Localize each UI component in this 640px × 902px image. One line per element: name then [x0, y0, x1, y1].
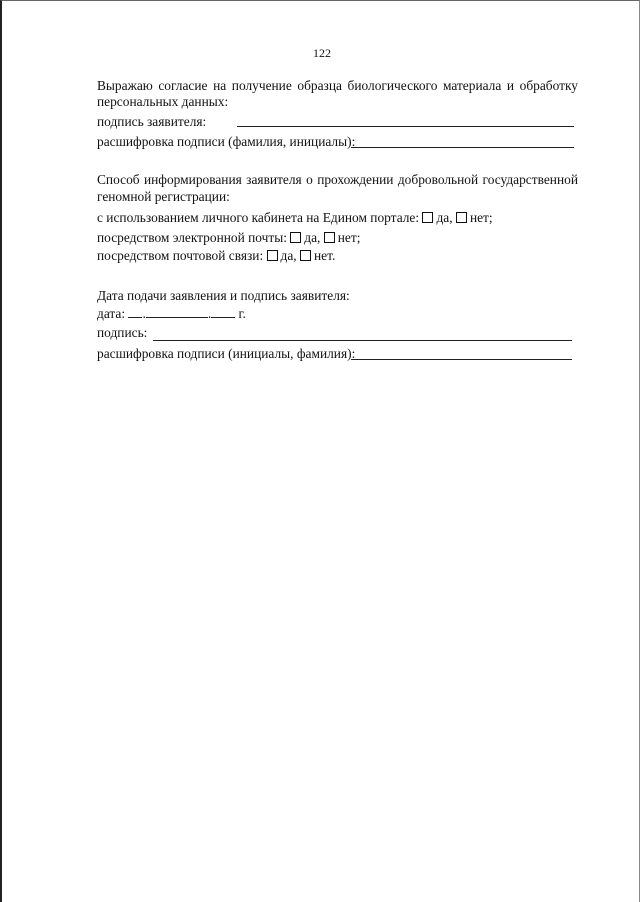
consent-decoding-field[interactable]	[351, 147, 574, 148]
consent-decoding-label: расшифровка подписи (фамилия, инициалы):	[97, 134, 356, 149]
option-email-label: посредством электронной почты:	[97, 230, 287, 245]
info-heading-line1: Способ информирования заявителя о прохождении добровольной государственной	[97, 172, 578, 187]
option-portal	[97, 210, 493, 226]
option-post-no: нет.	[314, 248, 336, 263]
checkbox-post-no[interactable]	[300, 250, 311, 261]
date-year-field[interactable]	[211, 306, 235, 318]
option-portal-label: с использованием личного кабинета на Едином портале:	[97, 210, 420, 225]
option-email-no: нет;	[337, 230, 361, 245]
date-row	[97, 306, 246, 322]
page-number: 122	[313, 46, 331, 60]
date-day-field[interactable]	[128, 306, 142, 318]
date-month-field[interactable]	[146, 306, 208, 318]
option-email-yes: да,	[304, 230, 321, 245]
date-dot-2: .	[207, 306, 212, 321]
option-post-yes: да,	[280, 248, 297, 263]
date-label: дата:	[97, 306, 126, 321]
submission-heading: Дата подачи заявления и подпись заявителя:	[97, 288, 350, 303]
date-dot-1: .	[142, 306, 146, 321]
option-post	[97, 248, 335, 264]
date-year-suffix: г.	[238, 306, 246, 321]
submission-signature-label: подпись:	[97, 325, 148, 340]
consent-signature-label: подпись заявителя:	[97, 114, 207, 129]
checkbox-email-no[interactable]	[324, 232, 335, 243]
consent-signature-field[interactable]	[237, 126, 574, 127]
option-portal-no: нет;	[469, 210, 493, 225]
submission-decoding-label: расшифровка подписи (инициалы, фамилия):	[97, 346, 356, 361]
consent-text-line1: Выражаю согласие на получение образца биологического материала и обработку	[97, 78, 578, 93]
checkbox-portal-no[interactable]	[456, 212, 467, 223]
consent-text-line2: персональных данных:	[97, 94, 229, 109]
option-post-label: посредством почтовой связи:	[97, 248, 264, 263]
checkbox-post-yes[interactable]	[267, 250, 278, 261]
submission-decoding-field[interactable]	[351, 359, 572, 360]
option-email	[97, 230, 360, 246]
checkbox-portal-yes[interactable]	[422, 212, 433, 223]
checkbox-email-yes[interactable]	[290, 232, 301, 243]
info-heading-line2: геномной регистрации:	[97, 189, 230, 204]
option-portal-yes: да,	[436, 210, 453, 225]
submission-signature-field[interactable]	[153, 340, 572, 341]
